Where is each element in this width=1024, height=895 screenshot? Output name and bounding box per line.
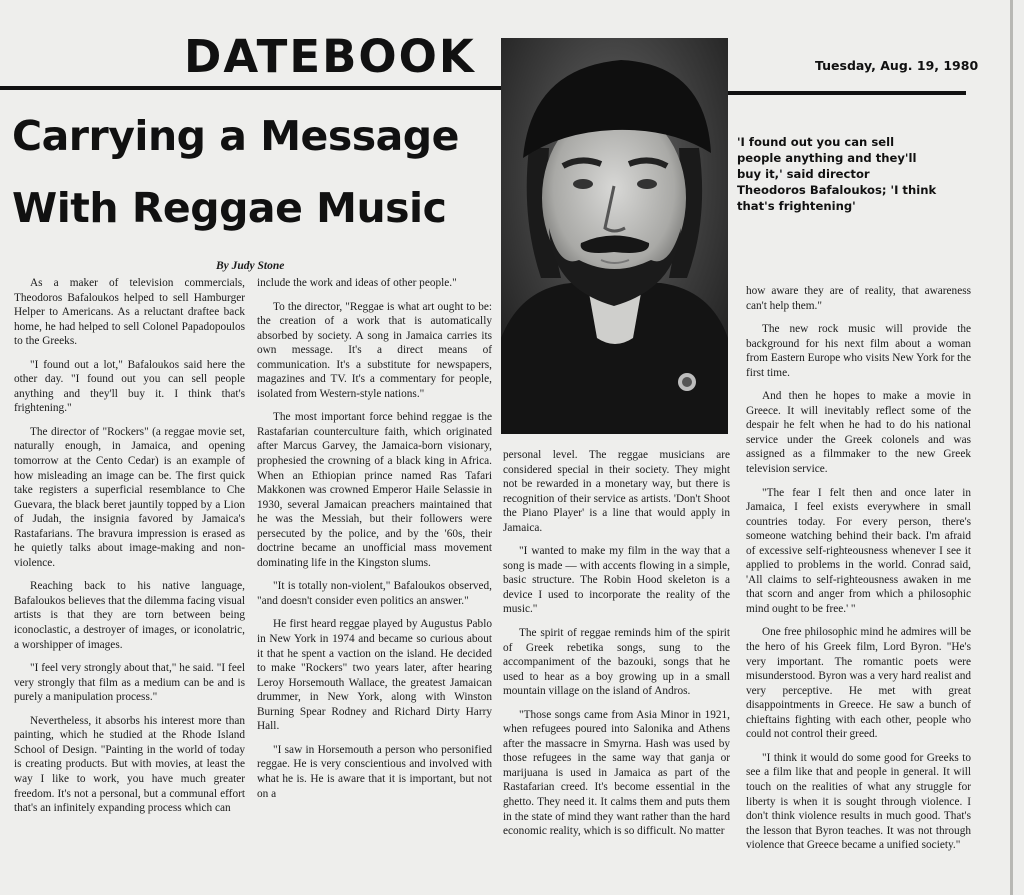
- paragraph: The director of "Rockers" (a reggae movie set, naturally enough, in Jamaica, and opening tomorrow at the Cento Cedar) is an example of how misleading an image can be. The first quick take registers a superficial resemblance to Che Guevara, the black beret jauntily topped by a Lion of Judah, the insignia favored by Jamaica's Rastafarians. The bravura impression is erased as he quietly talks about image-making and non-violence.: [14, 425, 245, 569]
- paragraph: "I think it would do some good for Greeks to see a film like that and people in general. It will touch on the realities of what any struggle for liberty is when it is sought through violence. I don't think violence results in much good. That's the lesson that Byron teaches. It was not through violence that Greece became a unified society.": [746, 751, 971, 852]
- article-column-4: [746, 284, 971, 862]
- paragraph: include the work and ideas of other people.": [257, 277, 457, 289]
- paragraph: One free philosophic mind he admires will be the hero of his Greek film, Lord Byron. "He's very important. The romantic poets were misunderstood. Byron was a very hard realist and very perceptive. He met with great disappointments in Greece. He saw a bunch of chieftains fighting with each other, people who could not control their greed.: [746, 626, 971, 741]
- paragraph: "It is totally non-violent," Bafaloukos observed, "and doesn't consider even politics an answer.": [257, 580, 492, 607]
- paragraph: And then he hopes to make a movie in Greece. It will inevitably reflect some of the despair he felt when he had to do his national service under the Greek colonels and was assigned as a filmmaker to the new Greek television service.: [746, 390, 971, 476]
- headline-line-1: Carrying a Message: [12, 112, 459, 160]
- paragraph: "I feel very strongly about that," he said. "I feel very strongly that film as a medium can be and is purely a manipulation process.": [14, 662, 245, 704]
- headline-line-2: With Reggae Music: [12, 184, 447, 232]
- section-title: DATEBOOK: [184, 30, 476, 83]
- paragraph: He first heard reggae played by Augustus Pablo in New York in 1974 and became so curious about it that he spent a vaction on the island. He decided to make "Rockers" two years later, after hearing Leroy Horsemouth Wallace, the greatest Jamaican drummer, in New York, along with Winston Burning Spear Rodney and Richard Dirty Harry Hall.: [257, 618, 492, 733]
- header-rule-right: [728, 91, 966, 95]
- article-column-1: [14, 276, 245, 825]
- paragraph: Nevertheless, it absorbs his interest more than painting, which he studied at the Rhode Island School of Design. "Painting in the world of today is creating products. But with movies, at least the way I like to work, you have much greater freedom. It's not a personal, but a communal effort that's an infinitely expanding process which can: [14, 714, 245, 815]
- page-gutter-shadow: [1010, 0, 1013, 895]
- paragraph: The spirit of reggae reminds him of the spirit of Greek rebetika songs, sung to the accompaniment of the bazouki, songs that he used to hear as a boy growing up in a small mountain village on the island of Andros.: [503, 627, 730, 698]
- paragraph: how aware they are of reality, that awareness can't help them.": [746, 285, 971, 312]
- issue-date: Tuesday, Aug. 19, 1980: [815, 58, 979, 73]
- paragraph: "The fear I felt then and once later in Jamaica, I feel exists everywhere in small countries today. For every person, there's someone watching behind their back. I'm afraid of excessive self-righteousness whenever I see it applied to problems in the world. Conrad said, 'All claims to self-righteousness awaken in me that scorn and anger from which a philosophic mind ought to be free.' ": [746, 486, 971, 615]
- paragraph: "I saw in Horsemouth a person who personified reggae. He is very conscientious and involved with what he is. He is aware that it is important, but not on a: [257, 743, 492, 800]
- article-column-2: [257, 276, 492, 810]
- paragraph: To the director, "Reggae is what art ought to be: the creation of a work that is automatically absorbed by society. A song in Jamaica carries its own message. It's a direct means of communication. It's a substitute for newspapers, magazines and TV. It's a commentary for people, isolated from Western-style nations.": [257, 300, 492, 400]
- paragraph: "I found out a lot," Bafaloukos said here the other day. "I found out you can sell people anything and they'll buy it. I think that's frightening.": [14, 358, 245, 415]
- paragraph: "Those songs came from Asia Minor in 1921, when refugees poured into Salonika and Athens after the massacre in Smyrna. Hash was used by those refugees in the same way that ganja or marijuana is used in Jamaica as part of the Rastafarian creed. It's become essential in the ghetto. They need it. It calms them and puts them in the state of mind they want rather than the hard economic reality, which is so difficult. No matter: [503, 708, 730, 838]
- paragraph: As a maker of television commercials, Theodoros Bafaloukos helped to sell Hamburger Helper to Americans. As a reluctant draftee back home, he had helped to sell Colonel Papadopoulos to the Greeks.: [14, 277, 245, 348]
- paragraph: The most important force behind reggae is the Rastafarian counterculture faith, which originated after Marcus Garvey, the Jamaica-born visionary, prophesied the crowning of a black king in Africa. When an Ethiopian prince named Ras Tafari Makkonen was crowned Emperor Haile Selassie in 1930, several Jamaican preachers maintained that he was the Messiah, but their followers were persecuted by the police, and by the '60s, their doctrine became an unofficial mass movement dominating life in the Kingston slums.: [257, 411, 492, 569]
- article-column-3: [503, 448, 730, 848]
- header-rule-left: [0, 86, 502, 90]
- article-headline: [12, 100, 500, 244]
- byline: By Judy Stone: [216, 260, 285, 272]
- paragraph: personal level. The reggae musicians are considered special in their society. They might not be rewarded in a monetary way, but there is recognition of their service as artists. 'Don't Shoot the Piano Player' is a line that would apply in Jamaica.: [503, 449, 730, 534]
- paragraph: The new rock music will provide the background for his next film about a woman from Eastern Europe who visits New York for the first time.: [746, 323, 971, 379]
- portrait-photo: [501, 38, 728, 434]
- portrait-illustration: [501, 38, 728, 434]
- paragraph: "I wanted to make my film in the way that a song is made — with accents flowing in a simple, basic structure. The Robin Hood skeleton is a device I used to incorporate the reality of the music.": [503, 545, 730, 616]
- paragraph: Reaching back to his native language, Bafaloukos believes that the dilemma facing visual artists is that they are torn between being iconoclastic, a destroyer of images, or iconolatric, a worshipper of images.: [14, 580, 245, 651]
- photo-caption: 'I found out you can sell people anything and they'll buy it,' said director Theodoros Bafaloukos; 'I think that's frightening': [737, 135, 937, 213]
